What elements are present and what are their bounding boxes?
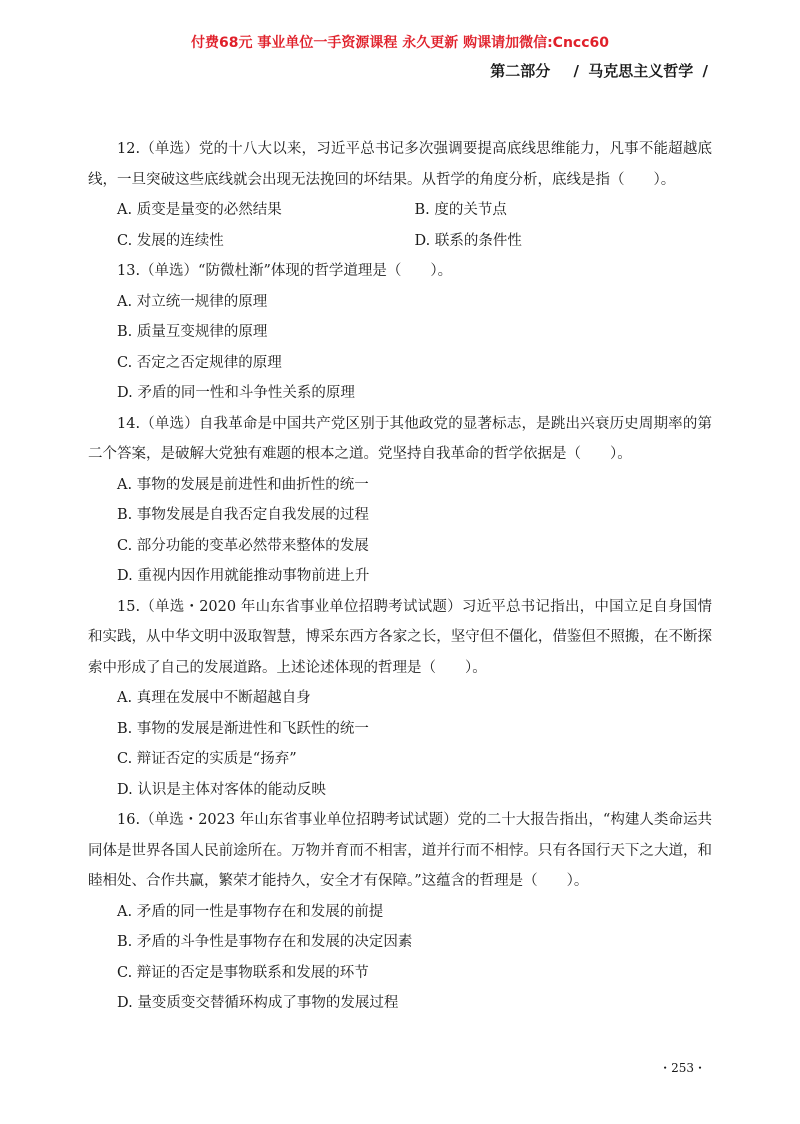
header-slash: / bbox=[573, 62, 580, 80]
question-16: 16.（单选・2023 年山东省事业单位招聘考试试题）党的二十大报告指出，“构建人类命运共同体是世界各国人民前途所在。万物并育而不相害，道并行而不相悖。只有各国行天下之大道，和睦相处、合作共赢，繁荣才能持久，安全才有保障。”这蕴含的哲理是（ ）。 bbox=[88, 812, 712, 889]
option-c: C. 否定之否定规律的原理 bbox=[117, 354, 282, 371]
option-a: A. 质变是量变的必然结果 bbox=[117, 202, 282, 218]
option-d: D. 量变质变交替循环构成了事物的发展过程 bbox=[117, 995, 399, 1011]
options-row bbox=[117, 226, 712, 257]
option-c: C. 辩证的否定是事物联系和发展的环节 bbox=[117, 964, 369, 981]
question-list bbox=[88, 134, 712, 1019]
option-b: B. 事物的发展是渐进性和飞跃性的统一 bbox=[117, 720, 369, 737]
running-header bbox=[490, 60, 712, 81]
option-c: C. 部分功能的变革必然带来整体的发展 bbox=[117, 537, 369, 554]
option-b: B. 事物发展是自我否定自我发展的过程 bbox=[117, 507, 369, 523]
options-row bbox=[117, 195, 712, 226]
option-d: D. 联系的条件性 bbox=[414, 232, 522, 249]
option-c: C. 发展的连续性 bbox=[117, 232, 224, 249]
header-part: 第二部分 bbox=[490, 62, 551, 80]
option-a: A. 对立统一规律的原理 bbox=[117, 293, 268, 310]
option-d: D. 认识是主体对客体的能动反映 bbox=[117, 781, 326, 798]
option-d: D. 重视内因作用就能推动事物前进上升 bbox=[117, 568, 370, 584]
option-b: B. 矛盾的斗争性是事物存在和发展的决定因素 bbox=[117, 934, 413, 950]
question-12: 12.（单选）党的十八大以来，习近平总书记多次强调要提高底线思维能力，凡事不能超越底线，一旦突破这些底线就会出现无法挽回的坏结果。从哲学的角度分析，底线是指（ ）。 bbox=[88, 141, 712, 188]
watermark-banner: 付费68元 事业单位一手资源课程 永久更新 购课请加微信:Cncc60 bbox=[190, 35, 610, 51]
header-slash-end: / bbox=[702, 62, 708, 80]
option-a: A. 事物的发展是前进性和曲折性的统一 bbox=[117, 476, 369, 493]
option-a: A. 矛盾的同一性是事物存在和发展的前提 bbox=[117, 903, 384, 920]
option-a: A. 真理在发展中不断超越自身 bbox=[117, 690, 311, 706]
option-b: B. 度的关节点 bbox=[414, 202, 507, 218]
header-section: 马克思主义哲学 bbox=[588, 62, 694, 80]
page-number: ・253・ bbox=[659, 1061, 706, 1075]
question-15: 15.（单选・2020 年山东省事业单位招聘考试试题）习近平总书记指出，中国立足自身国情和实践，从中华文明中汲取智慧，博采东西方各家之长，坚守但不僵化，借鉴但不照搬，在不断探索中形成了自己的发展道路。上述论述体现的哲理是（ ）。 bbox=[88, 598, 712, 676]
question-14: 14.（单选）自我革命是中国共产党区别于其他政党的显著标志，是跳出兴衰历史周期率的第二个答案，是破解大党独有难题的根本之道。党坚持自我革命的哲学依据是（ ）。 bbox=[88, 415, 712, 462]
question-13: 13.（单选）“防微杜渐”体现的哲学道理是（ ）。 bbox=[117, 263, 453, 279]
option-d: D. 矛盾的同一性和斗争性关系的原理 bbox=[117, 385, 355, 401]
option-c: C. 辩证否定的实质是“扬弃” bbox=[117, 751, 297, 767]
option-b: B. 质量互变规律的原理 bbox=[117, 324, 268, 340]
